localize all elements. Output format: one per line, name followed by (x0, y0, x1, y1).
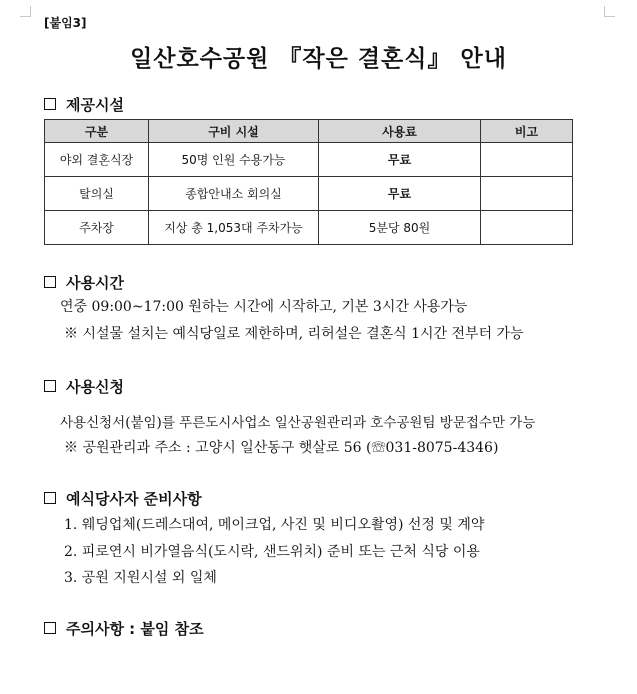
section-heading: 예식당사자 준비사항 (66, 490, 202, 508)
attachment-label: [붙임3] (44, 16, 87, 30)
checkbox-square-icon (44, 276, 56, 288)
prep-item-3: 3. 공원 지원시설 외 일체 (64, 570, 217, 586)
page-title: 일산호수공원 『작은 결혼식』 안내 (130, 46, 507, 72)
apply-line-1: 사용신청서(붙임)를 푸른도시사업소 일산공원관리과 호수공원팀 방문접수만 가능 (60, 415, 536, 431)
col-header-equipment: 구비 시설 (149, 120, 319, 143)
section-facilities (44, 94, 124, 115)
corner-mark-left (20, 6, 31, 17)
section-prep (44, 488, 202, 509)
checkbox-square-icon (44, 622, 56, 634)
hours-line-1: 연중 09:00~17:00 원하는 시간에 시작하고, 기본 3시간 사용가능 (60, 299, 468, 315)
section-hours (44, 272, 124, 293)
table-row (45, 211, 573, 245)
table-header-row (45, 120, 573, 143)
section-notice (44, 618, 204, 639)
table-row (45, 177, 573, 211)
cell-note (481, 211, 573, 245)
section-heading: 주의사항 : 붙임 참조 (66, 620, 204, 638)
section-heading: 사용신청 (66, 378, 124, 396)
section-heading: 제공시설 (66, 96, 124, 114)
section-heading: 사용시간 (66, 274, 124, 292)
cell-fee: 무료 (319, 177, 481, 211)
facilities-table (44, 119, 573, 245)
checkbox-square-icon (44, 380, 56, 392)
cell-equipment: 50명 인원 수용가능 (149, 143, 319, 177)
cell-fee: 5분당 80원 (319, 211, 481, 245)
col-header-fee: 사용료 (319, 120, 481, 143)
col-header-note: 비고 (481, 120, 573, 143)
cell-note (481, 177, 573, 211)
section-apply (44, 376, 124, 397)
cell-note (481, 143, 573, 177)
hours-line-2: ※ 시설물 설치는 예식당일로 제한하며, 리허설은 결혼식 1시간 전부터 가능 (64, 326, 524, 342)
corner-mark-right (604, 6, 615, 17)
cell-category: 탈의실 (45, 177, 149, 211)
prep-item-2: 2. 피로연시 비가열음식(도시락, 샌드위치) 준비 또는 근처 식당 이용 (64, 544, 480, 560)
prep-item-1: 1. 웨딩업체(드레스대여, 메이크업, 사진 및 비디오촬영) 선정 및 계약 (64, 517, 485, 533)
cell-category: 주차장 (45, 211, 149, 245)
cell-fee: 무료 (319, 143, 481, 177)
table-row (45, 143, 573, 177)
cell-equipment: 지상 총 1,053대 주차가능 (149, 211, 319, 245)
checkbox-square-icon (44, 492, 56, 504)
cell-equipment: 종합안내소 회의실 (149, 177, 319, 211)
checkbox-square-icon (44, 98, 56, 110)
col-header-category: 구분 (45, 120, 149, 143)
cell-category: 야외 결혼식장 (45, 143, 149, 177)
apply-line-2: ※ 공원관리과 주소 : 고양시 일산동구 햇살로 56 (☏031-8075-4346) (64, 440, 499, 456)
